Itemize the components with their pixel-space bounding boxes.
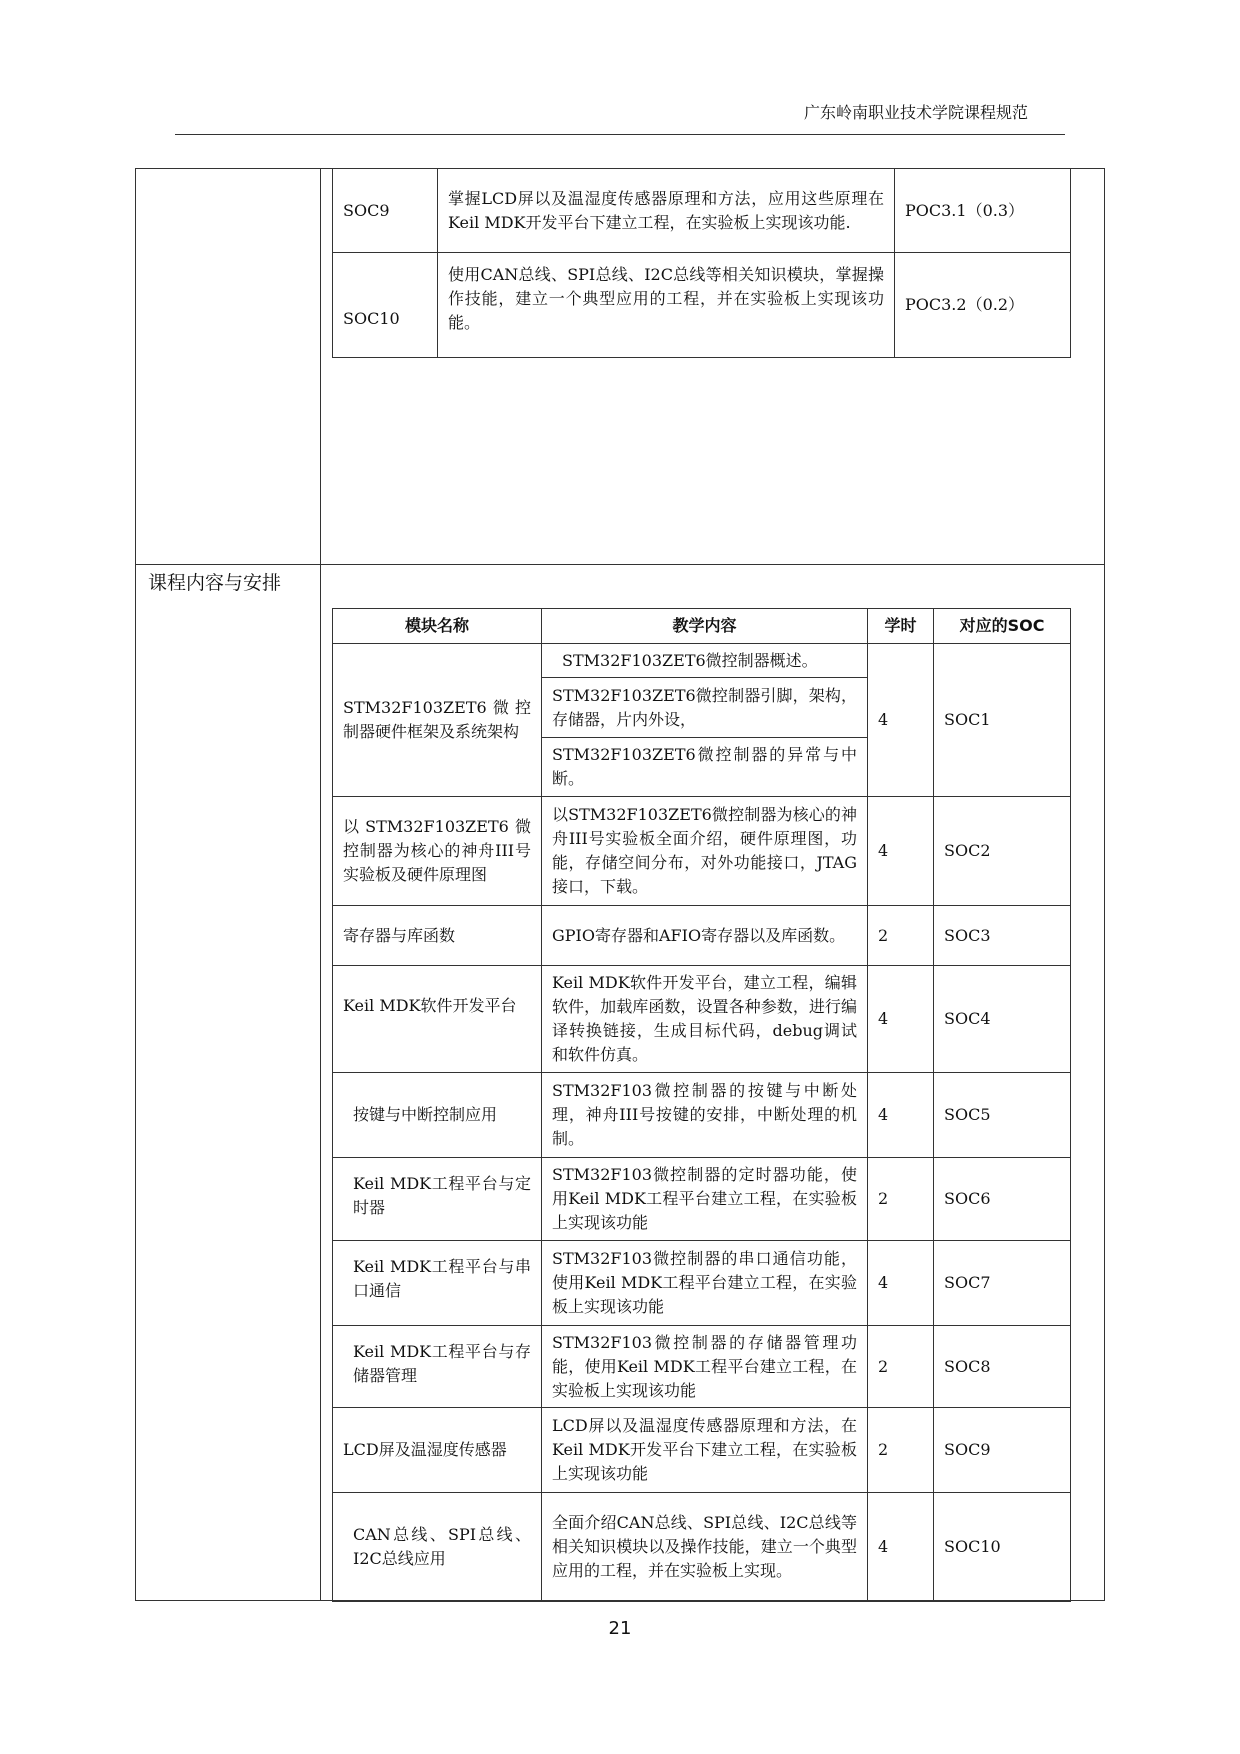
poc-cell: POC3.2（0.2） <box>895 253 1071 358</box>
soc-table <box>332 168 1071 358</box>
soc-cell: SOC6 <box>934 1158 1071 1241</box>
label-column-divider <box>320 168 321 1601</box>
content-cell: 以STM32F103ZET6微控制器为核心的神舟III号实验板全面介绍，硬件原理图，功能，存储空间分布，对外功能接口，JTAG接口，下载。 <box>542 797 868 906</box>
hours-cell: 2 <box>868 1408 934 1493</box>
hours-cell: 4 <box>868 1493 934 1602</box>
table-row <box>333 1326 1071 1408</box>
table-row <box>333 906 1071 966</box>
soc-cell: SOC3 <box>934 906 1071 966</box>
module-cell: Keil MDK软件开发平台 <box>333 966 542 1073</box>
content-cell: 全面介绍CAN总线、SPI总线、I2C总线等相关知识模块以及操作技能，建立一个典型应用的工程，并在实验板上实现。 <box>542 1493 868 1602</box>
col-header: 模块名称 <box>333 609 542 644</box>
content-cell: STM32F103微控制器的存储器管理功能，使用Keil MDK工程平台建立工程，在实验板上实现该功能 <box>542 1326 868 1408</box>
soc-cell: SOC2 <box>934 797 1071 906</box>
soc-cell: SOC5 <box>934 1073 1071 1158</box>
table-header-row <box>333 609 1071 644</box>
soc-cell: SOC9 <box>333 169 438 253</box>
content-cell: STM32F103微控制器的串口通信功能，使用Keil MDK工程平台建立工程，在实验板上实现该功能 <box>542 1241 868 1326</box>
module-cell: 寄存器与库函数 <box>333 906 542 966</box>
module-cell: 以STM32F103ZET6微控制器为核心的神舟III号实验板及硬件原理图 <box>333 797 542 906</box>
module-cell: Keil MDK工程平台与存储器管理 <box>333 1326 542 1408</box>
hours-cell: 4 <box>868 1241 934 1326</box>
section-label: 课程内容与安排 <box>148 572 282 594</box>
module-cell: Keil MDK工程平台与串口通信 <box>333 1241 542 1326</box>
module-cell: LCD屏及温湿度传感器 <box>333 1408 542 1493</box>
hours-cell: 4 <box>868 644 934 797</box>
hours-cell: 4 <box>868 966 934 1073</box>
soc-cell: SOC8 <box>934 1326 1071 1408</box>
content-cell: STM32F103微控制器的按键与中断处理，神舟III号按键的安排，中断处理的机制。 <box>542 1073 868 1158</box>
section-divider <box>135 564 1105 565</box>
table-row <box>333 644 1071 678</box>
soc-cell: SOC10 <box>333 253 438 358</box>
table-row <box>333 1408 1071 1493</box>
desc-cell: 掌握LCD屏以及温湿度传感器原理和方法，应用这些原理在Keil MDK开发平台下建立工程，在实验板上实现该功能. <box>438 169 895 253</box>
desc-cell: 使用CAN总线、SPI总线、I2C总线等相关知识模块，掌握操作技能，建立一个典型应用的工程，并在实验板上实现该功能。 <box>438 253 895 358</box>
page-header-title: 广东岭南职业技术学院课程规范 <box>803 103 1028 122</box>
soc-cell: SOC1 <box>934 644 1071 797</box>
content-table <box>332 608 1071 1602</box>
hours-cell: 4 <box>868 797 934 906</box>
module-cell: Keil MDK工程平台与定时器 <box>333 1158 542 1241</box>
module-cell: 按键与中断控制应用 <box>333 1073 542 1158</box>
content-cell: STM32F103微控制器的定时器功能，使用Keil MDK工程平台建立工程，在实验板上实现该功能 <box>542 1158 868 1241</box>
hours-cell: 2 <box>868 1158 934 1241</box>
soc-cell: SOC4 <box>934 966 1071 1073</box>
table-row <box>333 1073 1071 1158</box>
table-row <box>333 966 1071 1073</box>
table-row <box>333 1241 1071 1326</box>
module-cell: STM32F103ZET6微控制器硬件框架及系统架构 <box>333 644 542 797</box>
table-row <box>333 169 1071 253</box>
table-row <box>333 797 1071 906</box>
content-cell: STM32F103ZET6微控制器概述。 <box>542 644 868 678</box>
soc-cell: SOC9 <box>934 1408 1071 1493</box>
col-header: 教学内容 <box>542 609 868 644</box>
content-cell: STM32F103ZET6微控制器引脚，架构，存储器，片内外设， <box>542 678 868 738</box>
soc-cell: SOC7 <box>934 1241 1071 1326</box>
col-header: 学时 <box>868 609 934 644</box>
page-number: 21 <box>608 1618 632 1639</box>
content-cell: LCD屏以及温湿度传感器原理和方法，在Keil MDK开发平台下建立工程，在实验板上实现该功能 <box>542 1408 868 1493</box>
table-row <box>333 253 1071 358</box>
hours-cell: 2 <box>868 1326 934 1408</box>
module-cell: CAN总线、SPI总线、I2C总线应用 <box>333 1493 542 1602</box>
table-row <box>333 1493 1071 1602</box>
table-row <box>333 1158 1071 1241</box>
content-cell: Keil MDK软件开发平台，建立工程，编辑软件，加载库函数，设置各种参数，进行编译转换链接，生成目标代码，debug调试和软件仿真。 <box>542 966 868 1073</box>
soc-cell: SOC10 <box>934 1493 1071 1602</box>
header-rule <box>175 134 1065 135</box>
col-header: 对应的SOC <box>934 609 1071 644</box>
hours-cell: 4 <box>868 1073 934 1158</box>
hours-cell: 2 <box>868 906 934 966</box>
content-cell: STM32F103ZET6微控制器的异常与中断。 <box>542 738 868 797</box>
content-cell: GPIO寄存器和AFIO寄存器以及库函数。 <box>542 906 868 966</box>
poc-cell: POC3.1（0.3） <box>895 169 1071 253</box>
